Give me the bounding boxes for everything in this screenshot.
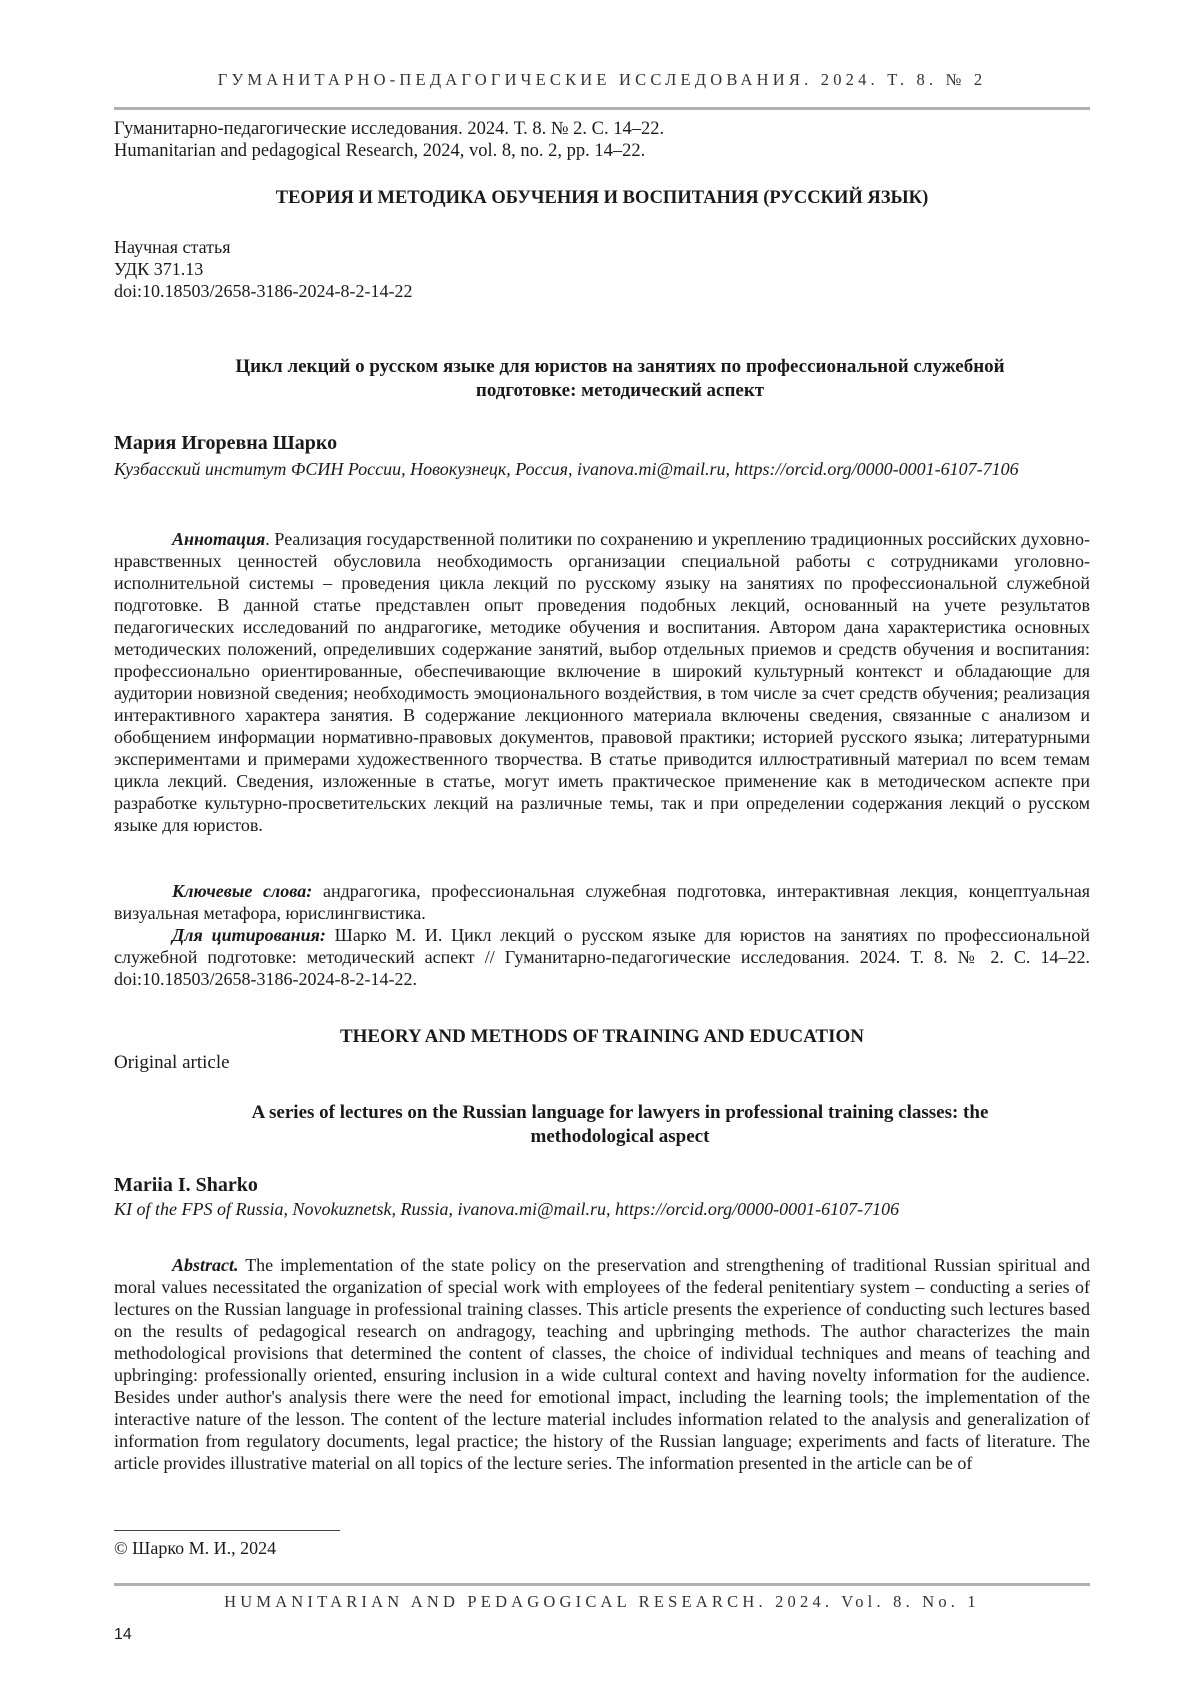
keywords-ru xyxy=(114,880,1090,924)
author-name-en: Mariia I. Sharko xyxy=(114,1174,258,1196)
article-meta xyxy=(114,236,412,302)
copyright-note: © Шарко М. И., 2024 xyxy=(114,1538,277,1558)
cite-label-ru: Для цитирования: xyxy=(172,925,326,945)
abstract-text-en: The implementation of the state policy on the preservation and strengthening of traditional Russian spiritual and moral values necessitated the organization of special work with employees of the federal penitentiary system – conducting a series of lectures on the Russian language in professional training classes. This article presents the experience of conducting such lectures based on the results of pedagogical research on andragogy, teaching and upbringing methods. The author characterizes the main methodological provisions that determined the content of classes, the choice of individual techniques and means of teaching and upbringing: professionally oriented, ensuring inclusion in a wide cultural context and having novelty information for the audience. Besides under author's analysis there were the need for emotional impact, including the learning tools; the implementation of the interactive nature of the lesson. The content of the lecture material includes information related to the analysis and generalization of information from regulatory documents, legal practice; the history of the Russian language; experiments and facts of literature. The article provides illustrative material on all topics of the lecture series. The information presented in the article can be of xyxy=(114,1255,1090,1473)
how-to-cite-ru xyxy=(114,924,1090,990)
running-header: ГУМАНИТАРНО-ПЕДАГОГИЧЕСКИЕ ИССЛЕДОВАНИЯ. 2024. Т. 8. № 2 xyxy=(217,70,987,89)
abstract-text-ru: . Реализация государственной политики по сохранению и укреплению традиционных российских духовно-нравственных ценностей обусловила необходимость организации специальной работы с сотрудниками уголовно-исполнительной системы – проведения цикла лекций по русскому языку на занятиях по профессиональной служебной подготовке. В данной статье представлен опыт проведения подобных лекций, основанный на учете результатов педагогических исследований по андрагогике, методике обучения и воспитания. Автором дана характеристика основных методических положений, определивших содержание занятий, выбор отдельных приемов и средств обучения и воспитания: профессионально ориентированные, обеспечивающие включение в широкий культурный контекст и обладающие для аудитории новизной сведения; необходимость эмоционального воздействия, в том числе за счет средств обучения; реализация интерактивного характера занятия. В содержание лекционного материала включены сведения, связанные с анализом и обобщением информации нормативно-правовых документов, правовой практики; историей русского языка; литературными экспериментами и примерами художественного творчества. В статье приводится иллюстративный материал по всем темам цикла лекций. Сведения, изложенные в статье, могут иметь практическое применение как в методическом аспекте при разработке культурно-просветительских лекций на различные темы, так и при определении содержания лекций о русском языке для юристов. xyxy=(114,529,1090,835)
abstract-en xyxy=(114,1254,1090,1474)
article-type-en: Original article xyxy=(114,1052,230,1073)
citation-en: Humanitarian and pedagogical Research, 2024, vol. 8, no. 2, pp. 14–22. xyxy=(114,141,646,161)
footnote-rule xyxy=(114,1530,340,1531)
running-footer: HUMANITARIAN AND PEDAGOGICAL RESEARCH. 2024. Vol. 8. No. 1 xyxy=(224,1592,980,1611)
section-heading-ru: ТЕОРИЯ И МЕТОДИКА ОБУЧЕНИЯ И ВОСПИТАНИЯ (РУССКИЙ ЯЗЫК) xyxy=(275,188,929,208)
doi[interactable]: doi:10.18503/2658-3186-2024-8-2-14-22 xyxy=(114,281,413,301)
author-affiliation-en: KI of the FPS of Russia, Novokuznetsk, Russia, ivanova.mi@mail.ru, https://orcid.org/0000-0001-6107-7106 xyxy=(114,1199,900,1219)
abstract-label-en: Abstract. xyxy=(172,1255,239,1275)
abstract-label-ru: Аннотация xyxy=(172,529,266,549)
author-name-ru: Мария Игоревна Шарко xyxy=(114,432,338,454)
header-rule xyxy=(114,107,1090,110)
article-title-ru: Цикл лекций о русском языке для юристов на занятиях по профессиональной служебной подготовке: методический аспект xyxy=(235,356,1005,401)
section-heading-en: THEORY AND METHODS OF TRAINING AND EDUCATION xyxy=(339,1026,864,1047)
citation-ru: Гуманитарно-педагогические исследования. 2024. Т. 8. № 2. С. 14–22. xyxy=(114,119,665,139)
author-affiliation-ru: Кузбасский институт ФСИН России, Новокузнецк, Россия, ivanova.mi@mail.ru, https://orcid.org/0000-0001-6107-7106 xyxy=(114,459,1019,479)
keywords-text-ru: андрагогика, профессиональная служебная подготовка, интерактивная лекция, концептуальная визуальная метафора, юрислингвистика. xyxy=(114,881,1090,923)
cite-text-ru: Шарко М. И. Цикл лекций о русском языке для юристов на занятиях по профессиональной служебной подготовке: методический аспект // Гуманитарно-педагогические исследования. 2024. Т. 8. № 2. С. 14–22. doi:10.18503/2658-3186-2024-8-2-14-22. xyxy=(114,925,1091,989)
footer-rule xyxy=(114,1583,1090,1586)
abstract-ru xyxy=(114,528,1090,836)
article-title-en: A series of lectures on the Russian language for lawyers in professional training classes: the methodological aspect xyxy=(251,1102,989,1147)
article-type-ru: Научная статья xyxy=(114,237,231,257)
udc-code: УДК 371.13 xyxy=(114,259,204,279)
keywords-label-ru: Ключевые слова: xyxy=(172,881,313,901)
page-number: 14 xyxy=(114,1626,132,1643)
